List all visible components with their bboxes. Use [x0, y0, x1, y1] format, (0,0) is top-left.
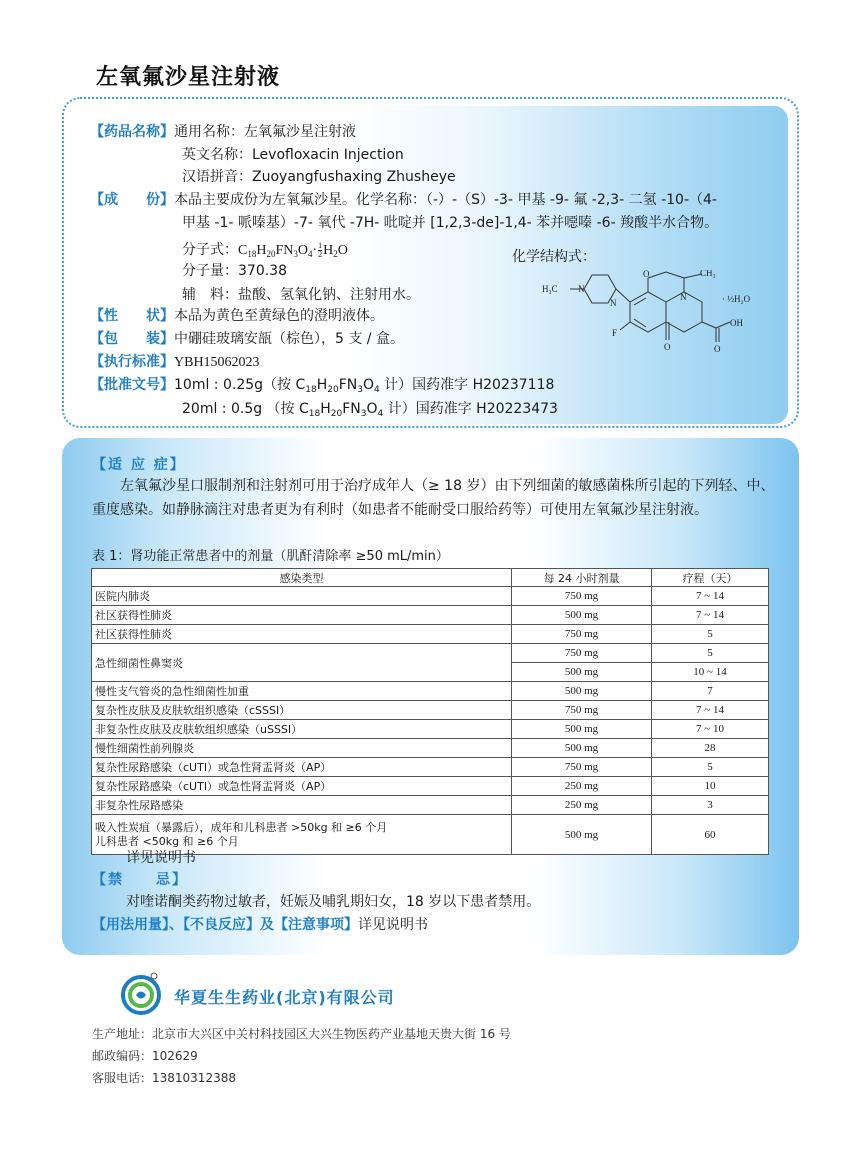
approval-line2: 20ml : 0.5g （按 $C_{18}H_{20}FN_3O_4$ 计）国药准字 H20223473 [182, 401, 558, 419]
struct-o-keto: O [664, 342, 671, 352]
cell-dose: 500 mg [512, 720, 652, 739]
cell-type-line2: 儿科患者 <50kg 和 ≥6 个月 [95, 834, 239, 848]
properties-text: 本品为黄色至黄绿色的澄明液体。 [174, 308, 384, 324]
struct-hydrate: · ½H₂O [722, 294, 751, 304]
cell-type: 社区获得性肺炎 [92, 606, 512, 625]
cell-dose: 750 mg [512, 625, 652, 644]
company-postcode: 邮政编码：102629 [92, 1049, 198, 1063]
cell-course: 7 [652, 682, 769, 701]
cell-type: 非复杂性尿路感染 [92, 796, 512, 815]
cell-type: 复杂性尿路感染（cUTI）或急性肾盂肾炎（AP） [92, 758, 512, 777]
cell-course: 5 [652, 758, 769, 777]
cell-course: 5 [652, 625, 769, 644]
approval-line1: 10ml : 0.25g（按 $C_{18}H_{20}FN_3O_4$ 计）国药准字 H20237118 [174, 377, 555, 395]
see-manual: 详见说明书 [126, 850, 196, 866]
header-infection-type: 感染类型 [92, 569, 512, 587]
cell-dose: 500 mg [512, 815, 652, 855]
contraindications-text: 对喹诺酮类药物过敏者，妊娠及哺乳期妇女，18 岁以下患者禁用。 [126, 894, 541, 910]
table-row [92, 606, 769, 625]
package-label: 【包 装】 [90, 331, 174, 347]
standard-row [90, 351, 260, 374]
indications-label-row [92, 454, 186, 476]
composition-line1: 本品主要成份为左氧氟沙星。化学名称：（-）-（S）-3- 甲基 -9- 氟 -2,3- 二氢 -10-（4- [174, 192, 717, 208]
cell-course: 10 [652, 777, 769, 796]
properties-row [90, 305, 384, 327]
struct-o-acid: O [714, 344, 721, 354]
struct-f: F [612, 328, 618, 338]
struct-ch3: CH₃ [700, 270, 716, 278]
molecular-formula [182, 239, 348, 262]
generic-name: 通用名称：左氧氟沙星注射液 [174, 124, 356, 140]
approval-label: 【批准文号】 [90, 377, 174, 393]
adverse-label: 【不良反应】 [183, 917, 260, 933]
usage-text: 详见说明书 [358, 917, 428, 933]
struct-oh: OH [730, 318, 743, 328]
usage-label: 【用法用量】 [92, 917, 169, 933]
table-row [92, 625, 769, 644]
cell-type: 非复杂性皮肤及皮肤软组织感染（uSSSI） [92, 720, 512, 739]
pinyin-name-text: 汉语拼音：Zuoyangfushaxing Zhusheye [182, 169, 456, 185]
english-name [182, 144, 404, 166]
table-row [92, 701, 769, 720]
formula-label: 分子式： [182, 242, 238, 258]
cell-dose: 750 mg [512, 701, 652, 720]
header-dose: 每 24 小时剂量 [512, 569, 652, 587]
composition-line2 [182, 212, 718, 234]
cell-type: 慢性支气管炎的急性细菌性加重 [92, 682, 512, 701]
cell-type: 复杂性皮肤及皮肤软组织感染（cSSSI） [92, 701, 512, 720]
cell-type: 慢性细菌性前列腺炎 [92, 739, 512, 758]
formula-value: $C_{18}H_{20}FN_3O_4\cdot$ $\frac{1}{2}$ $H_2O$ [238, 241, 348, 260]
cell-dose: 750 mg [512, 587, 652, 606]
composition-row [90, 189, 717, 211]
cell-course: 10 ~ 14 [652, 663, 769, 682]
pinyin-name [182, 166, 456, 188]
usage-sep2: 及 [260, 917, 274, 933]
struct-n1: N [578, 284, 585, 294]
cell-course: 28 [652, 739, 769, 758]
struct-h3c: H₃C [542, 284, 558, 294]
table-row [92, 682, 769, 701]
cell-dose: 250 mg [512, 777, 652, 796]
composition-label: 【成 份】 [90, 192, 174, 208]
standard-label: 【执行标准】 [90, 354, 174, 370]
cell-type-line1: 吸入性炭疽（暴露后），成年和儿科患者 >50kg 和 ≥6 个月 [95, 820, 388, 834]
cell-course: 60 [652, 815, 769, 855]
cell-dose: 500 mg [512, 682, 652, 701]
table-row [92, 777, 769, 796]
package-row [90, 328, 404, 350]
company-logo-icon [118, 970, 164, 1016]
indications-text: 左氧氟沙星口服制剂和注射剂可用于治疗成年人（≥ 18 岁）由下列细菌的敏感菌株所引起的下列轻、中、重度感染。如静脉滴注对患者更为有利时（如患者不能耐受口服给药等）可使用左氧氟沙星注射液。 [92, 478, 775, 518]
table-caption: 表 1：肾功能正常患者中的剂量（肌酐清除率 ≥50 mL/min） [92, 549, 449, 564]
table-row [92, 739, 769, 758]
chemical-structure-diagram [540, 270, 770, 382]
indications-label: 【适 应 症】 [92, 457, 186, 473]
cell-course: 5 [652, 644, 769, 663]
excipients-text: 辅 料：盐酸、氢氧化钠、注射用水。 [182, 287, 420, 303]
molecular-weight [182, 260, 287, 282]
usage-sep1: 、 [169, 917, 183, 933]
struct-o-ring: O [643, 270, 650, 279]
company-phone: 客服电话：13810312388 [92, 1071, 236, 1085]
struct-n-core: N [680, 292, 687, 302]
cell-dose: 750 mg [512, 758, 652, 777]
cell-dose: 500 mg [512, 663, 652, 682]
page-title: 左氧氟沙星注射液 [96, 65, 281, 90]
cell-dose: 500 mg [512, 739, 652, 758]
cell-type: 医院内肺炎 [92, 587, 512, 606]
cell-dose: 500 mg [512, 606, 652, 625]
drug-name-row [90, 121, 356, 143]
standard-text: YBH15062023 [174, 355, 260, 370]
contraindications-label: 【禁 忌】 [92, 872, 188, 888]
cell-type: 复杂性尿路感染（cUTI）或急性肾盂肾炎（AP） [92, 777, 512, 796]
table-row [92, 720, 769, 739]
properties-label: 【性 状】 [90, 308, 174, 324]
table-row [92, 796, 769, 815]
company-name: 华夏生生药业(北京)有限公司 [174, 988, 395, 1007]
dosage-table [91, 568, 769, 855]
excipients [182, 284, 420, 306]
table-row [92, 758, 769, 777]
molecular-weight-text: 分子量：370.38 [182, 263, 287, 279]
contraindications-label-row [92, 869, 188, 891]
cell-dose: 750 mg [512, 644, 652, 663]
precautions-label: 【注意事项】 [274, 917, 358, 933]
table-row [92, 587, 769, 606]
header-course: 疗程（天） [652, 569, 769, 587]
package-text: 中硼硅玻璃安瓿（棕色），5 支 / 盒。 [174, 331, 404, 347]
approval-row [90, 374, 554, 396]
cell-course: 7 ~ 14 [652, 587, 769, 606]
cell-course: 3 [652, 796, 769, 815]
cell-course: 7 ~ 10 [652, 720, 769, 739]
company-address: 生产地址：北京市大兴区中关村科技园区大兴生物医药产业基地天贵大街 16 号 [92, 1027, 511, 1041]
cell-type: 急性细菌性鼻窦炎 [92, 644, 512, 682]
cell-course: 7 ~ 14 [652, 606, 769, 625]
english-name-text: 英文名称：Levofloxacin Injection [182, 147, 404, 163]
cell-course: 7 ~ 14 [652, 701, 769, 720]
structure-title: 化学结构式： [512, 249, 596, 265]
cell-type: 社区获得性肺炎 [92, 625, 512, 644]
composition-line2-text: 甲基 -1- 哌嗪基）-7- 氧代 -7H- 吡啶并 [1,2,3-de]-1,4- 苯并噁嗪 -6- 羧酸半水合物。 [182, 215, 719, 231]
cell-dose: 250 mg [512, 796, 652, 815]
table-header-row [92, 569, 769, 587]
table-row [92, 644, 769, 663]
struct-n2: N [610, 298, 617, 308]
drug-name-label: 【药品名称】 [90, 124, 174, 140]
usage-row [92, 914, 428, 936]
